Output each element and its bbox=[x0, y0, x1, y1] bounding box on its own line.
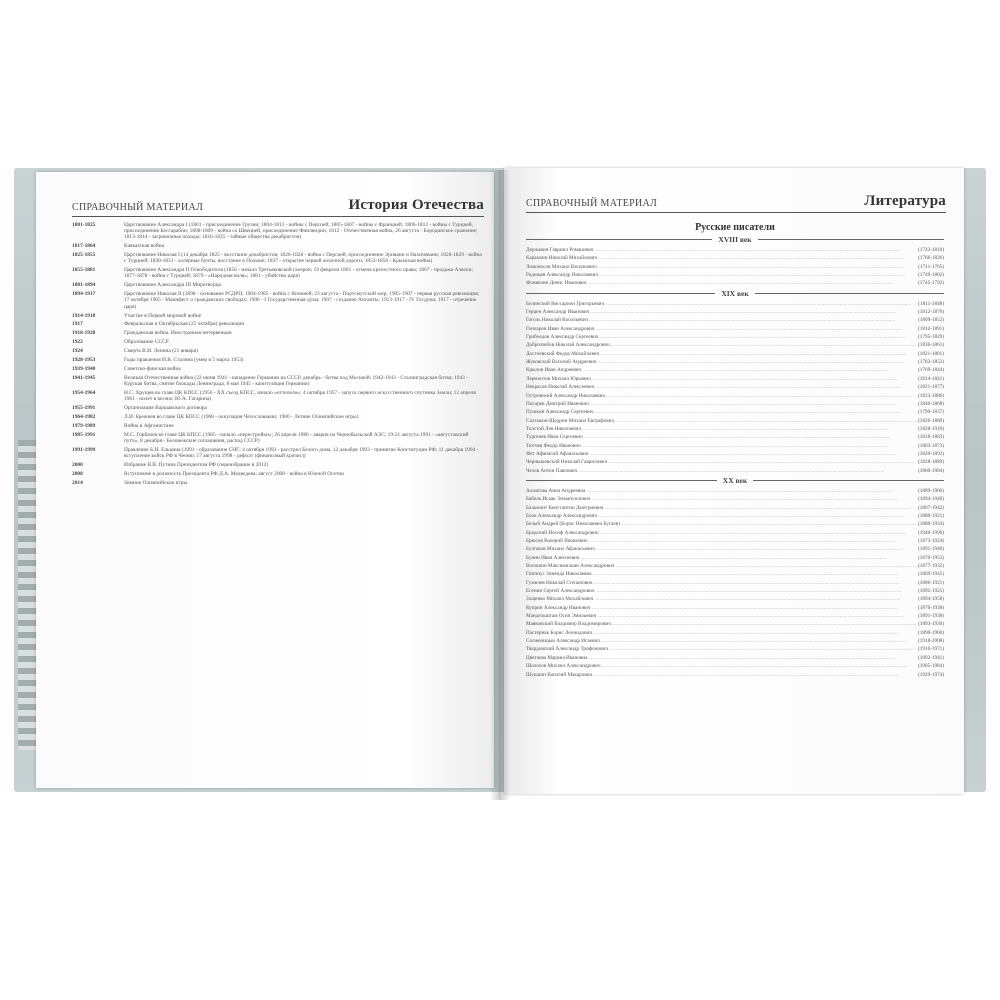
timeline-row bbox=[72, 390, 482, 402]
writer-years: (1889-1966) bbox=[918, 487, 944, 494]
writers-list bbox=[526, 222, 944, 679]
writer-name: Пушкин Александр Сергеевич bbox=[526, 409, 594, 416]
writer-years: (1892-1941) bbox=[918, 654, 944, 661]
writer-name: Ломоносов Михаил Васильевич bbox=[526, 263, 597, 270]
writer-years: (1886-1921) bbox=[918, 579, 944, 586]
timeline-text: Царствование Николая I (14 декабря 1825 - восстание декабристов; 1826-1828 - война с Персией, присоединение Эривани и Нахичевани; 1828-1829 - война с Турцией; 1830-1831 - холерные бунты, восстание в Польше; 1837 - открытие первой железной дороги; 1853-1856 - Крымская война) bbox=[124, 252, 482, 265]
writer-name: Достоевский Федор Михайлович bbox=[526, 350, 600, 357]
timeline-year: 1922 bbox=[72, 339, 83, 346]
writer-name: Волошин Максимилиан Александрович bbox=[526, 563, 615, 570]
writer-years: (1905-1984) bbox=[918, 663, 944, 670]
writer-name: Гончаров Иван Александрович bbox=[526, 325, 595, 332]
writer-years: (1749-1802) bbox=[918, 272, 944, 279]
writer-name: Гумилев Николай Степанович bbox=[526, 579, 593, 586]
writer-row bbox=[526, 433, 944, 441]
writer-row bbox=[526, 554, 944, 562]
writer-row bbox=[526, 279, 944, 287]
history-timeline bbox=[72, 222, 482, 489]
writer-years: (1745-1792) bbox=[918, 280, 944, 287]
dot-leader bbox=[593, 629, 917, 637]
dot-leader bbox=[605, 300, 917, 308]
writer-name: Пастернак Борис Леонидович bbox=[526, 629, 592, 636]
writer-name: Зощенко Михаил Михайлович bbox=[526, 596, 594, 603]
writer-years: (1870-1953) bbox=[918, 554, 944, 561]
dot-leader bbox=[602, 662, 918, 670]
timeline-year: 1924 bbox=[72, 348, 83, 355]
book-spine bbox=[490, 170, 510, 800]
left-header-label: СПРАВОЧНЫЙ МАТЕРИАЛ bbox=[72, 202, 204, 213]
writer-years: (1893-1930) bbox=[918, 621, 944, 628]
timeline-row bbox=[72, 321, 482, 327]
writer-row bbox=[526, 495, 944, 503]
writer-name: Цветаева Марина Ивановна bbox=[526, 654, 588, 661]
writer-years: (1711-1765) bbox=[918, 263, 944, 270]
dot-leader bbox=[595, 325, 917, 333]
writer-row bbox=[526, 417, 944, 425]
dot-leader bbox=[596, 545, 917, 553]
writer-row bbox=[526, 645, 944, 653]
right-page-title: Литература bbox=[864, 193, 946, 209]
dot-leader bbox=[598, 263, 918, 271]
writer-name: Есенин Сергей Александрович bbox=[526, 588, 595, 595]
writer-name: Фет Афанасий Афанасьевич bbox=[526, 450, 589, 457]
writer-row bbox=[526, 458, 944, 466]
century-label: XVIII век bbox=[718, 235, 752, 244]
dot-leader bbox=[606, 392, 917, 400]
writer-row bbox=[526, 529, 944, 537]
timeline-row bbox=[72, 348, 482, 354]
writer-row bbox=[526, 308, 944, 316]
timeline-year: 1964-1982 bbox=[72, 413, 96, 420]
writer-name: Писарев Дмитрий Иванович bbox=[526, 400, 589, 407]
writer-row bbox=[526, 333, 944, 341]
timeline-text: Гражданская война. Иностранная интервенция bbox=[124, 330, 232, 337]
timeline-text: Царствование Александра III Миротворца bbox=[124, 282, 221, 289]
writer-name: Крылов Иван Андреевич bbox=[526, 367, 582, 374]
dot-leader bbox=[587, 279, 917, 287]
dot-leader bbox=[595, 587, 917, 595]
writer-years: (1766-1826) bbox=[918, 255, 944, 262]
writer-name: Белинский Виссарион Григорьевич bbox=[526, 300, 605, 307]
writer-years: (1823-1886) bbox=[918, 392, 944, 399]
writer-name: Добролюбов Николай Александрович bbox=[526, 342, 610, 349]
timeline-text: М.С. Горбачев во главе ЦК КПСС (1985 - начало «перестройки»; 26 апреля 1986 - авария на Чернобыльской АЭС; 19-21 августа 1991 - «августовский путч», 8 декабря - Беловежские соглашения, распад СССР) bbox=[124, 431, 469, 444]
dot-leader bbox=[594, 579, 918, 587]
dot-leader bbox=[615, 562, 917, 570]
dot-leader bbox=[590, 450, 918, 458]
writer-name: Шолохов Михаил Александрович bbox=[526, 663, 601, 670]
writer-years: (1769-1844) bbox=[918, 367, 944, 374]
dot-leader bbox=[599, 333, 917, 341]
writer-row bbox=[526, 671, 944, 679]
dot-leader bbox=[589, 537, 917, 545]
writer-row bbox=[526, 604, 944, 612]
writer-years: (1877-1932) bbox=[918, 563, 944, 570]
timeline-year: 1894-1917 bbox=[72, 291, 96, 298]
timeline-row bbox=[72, 447, 482, 459]
timeline-row bbox=[72, 282, 482, 288]
writer-name: Брюсов Валерий Яковлевич bbox=[526, 538, 588, 544]
writer-name: Белый Андрей (Борис Николаевич Бугаев) bbox=[526, 521, 620, 528]
dot-leader bbox=[615, 417, 917, 425]
writer-name: Гиппиус Зинаида Николаевна bbox=[526, 571, 592, 578]
writer-row bbox=[526, 375, 944, 383]
timeline-row bbox=[72, 462, 482, 468]
writer-name: Толстой Лев Николаевич bbox=[526, 425, 581, 432]
dot-leader bbox=[594, 246, 917, 254]
timeline-text: Образование СССР bbox=[124, 339, 169, 346]
dot-leader bbox=[594, 595, 917, 603]
timeline-text: Вступление в должность Президента РФ Д.А. Медведева; август 2008 - война в Южной Осетии bbox=[124, 470, 345, 477]
dot-leader bbox=[597, 612, 917, 620]
writer-name: Куприн Александр Иванович bbox=[526, 604, 591, 611]
dot-leader bbox=[601, 637, 917, 645]
writer-name: Тютчев Федор Иванович bbox=[526, 442, 581, 449]
timeline-row bbox=[72, 291, 482, 310]
dot-leader bbox=[582, 366, 917, 374]
timeline-row bbox=[72, 243, 482, 249]
writer-row bbox=[526, 300, 944, 308]
writer-name: Бродский Иосиф Александрович bbox=[526, 529, 599, 536]
writer-years: (1891-1938) bbox=[918, 613, 944, 620]
dot-leader bbox=[595, 408, 917, 416]
timeline-text: Организация Варшавского договора bbox=[124, 404, 207, 411]
writer-years: (1828-1910) bbox=[918, 425, 944, 432]
centuries bbox=[526, 235, 944, 679]
timeline-text: Годы правления И.В. Сталина (умер в 5 марта 1953) bbox=[124, 357, 244, 364]
writer-name: Фонвизин Денис Иванович bbox=[526, 280, 587, 287]
dot-leader bbox=[590, 400, 917, 408]
writer-name: Маяковский Владимир Владимирович bbox=[526, 621, 611, 628]
right-page bbox=[504, 168, 964, 794]
writer-row bbox=[526, 350, 944, 358]
timeline-text: Война в Афганистане bbox=[124, 422, 174, 429]
timeline-text: Л.И. Брежнев во главе ЦК КПСС (1968 - оккупация Чехословакии; 1980 - Летние Олимпийские игры) bbox=[124, 413, 359, 420]
dot-leader bbox=[582, 442, 917, 450]
writer-row bbox=[526, 425, 944, 433]
writer-name: Гоголь Николай Васильевич bbox=[526, 317, 589, 324]
writer-name: Блок Александр Александрович bbox=[526, 512, 598, 519]
writer-name: Булгаков Михаил Афанасьевич bbox=[526, 546, 595, 553]
timeline-year: 1928-1953 bbox=[72, 357, 96, 364]
dot-leader bbox=[589, 316, 917, 324]
writer-years: (1821-1881) bbox=[918, 350, 944, 357]
writer-row bbox=[526, 341, 944, 349]
century-heading bbox=[526, 235, 944, 244]
writer-name: Салтыков-Щедрин Михаил Евграфович bbox=[526, 417, 615, 424]
writer-name: Карамзин Николай Михайлович bbox=[526, 255, 598, 262]
century-heading bbox=[526, 289, 944, 298]
timeline-text: Царствование Николая II (1898 - основание РСДРП; 1904-1905 - война с Японией; 23 августа - Портсмутский мир; 1905-1907 - первая русская революция; 17 октября 1905 - Манифест о гражданских свободах; 1906 - I Государственная дума; 1907 - создание Антанты; 1913-1917 - IV Госдума; 1917 - отречение царя) bbox=[124, 291, 480, 310]
timeline-text: Зимние Олимпийские игры bbox=[124, 479, 188, 486]
writer-years: (1812-1870) bbox=[918, 309, 944, 316]
timeline-year: 2014 bbox=[72, 479, 83, 486]
writer-name: Тургенев Иван Сергеевич bbox=[526, 434, 583, 441]
dot-leader bbox=[608, 458, 917, 466]
writer-years: (1818-1883) bbox=[918, 434, 944, 441]
divider bbox=[753, 480, 944, 481]
writer-name: Бальмонт Константин Дмитриевич bbox=[526, 504, 604, 511]
timeline-year: 1985-1991 bbox=[72, 431, 96, 438]
writer-row bbox=[526, 612, 944, 620]
century-label: XX век bbox=[722, 475, 748, 485]
timeline-year: 2008 bbox=[72, 470, 83, 477]
dot-leader bbox=[598, 512, 917, 520]
writer-row bbox=[526, 366, 944, 374]
timeline-text: Избрание В.В. Путина Президентом РФ (переизбрание в 2012) bbox=[124, 461, 269, 468]
writer-years: (1929-1974) bbox=[918, 671, 944, 678]
dot-leader bbox=[584, 433, 917, 441]
timeline-year: 1918-1920 bbox=[72, 330, 96, 337]
timeline-row bbox=[72, 252, 482, 264]
writer-row bbox=[526, 400, 944, 408]
timeline-year: 1979-1989 bbox=[72, 422, 96, 429]
timeline-text: Царствование Александра II Освободителя (1856 - начало Третьяковской галереи; 19 февраля 1861 - отмена крепостного права; 1867 - продажа Аляски; 1877-1878 - война с Турцией; 1879 - «Народная воля»; 1881 - убийство царя) bbox=[124, 267, 474, 280]
writer-row bbox=[526, 620, 944, 628]
divider bbox=[526, 239, 712, 240]
writer-name: Радищев Александр Николаевич bbox=[526, 272, 598, 279]
writer-row bbox=[526, 442, 944, 450]
timeline-year: 1914-1918 bbox=[72, 312, 96, 319]
writer-row bbox=[526, 316, 944, 324]
timeline-row bbox=[72, 423, 482, 429]
writer-years: (1809-1852) bbox=[918, 317, 944, 324]
timeline-text: Смерть В.И. Ленина (21 января) bbox=[124, 348, 198, 355]
writer-years: (1894-1940) bbox=[918, 496, 944, 503]
divider bbox=[526, 480, 717, 481]
dot-leader bbox=[598, 254, 917, 262]
writer-name: Солженицын Александр Исаевич bbox=[526, 638, 600, 645]
writer-name: Чехов Антон Павлович bbox=[526, 467, 578, 474]
writer-years: (1940-1996) bbox=[918, 529, 944, 536]
writer-row bbox=[526, 254, 944, 262]
century-label: XIX век bbox=[721, 288, 749, 298]
dot-leader bbox=[588, 654, 917, 662]
dot-leader bbox=[592, 604, 918, 612]
dot-leader bbox=[604, 504, 917, 512]
writer-years: (1814-1841) bbox=[918, 375, 944, 382]
timeline-text: Советско-финская война bbox=[124, 365, 181, 372]
dot-leader bbox=[595, 383, 917, 391]
writer-row bbox=[526, 545, 944, 553]
dot-leader bbox=[600, 529, 917, 537]
dot-leader bbox=[612, 620, 917, 628]
writer-row bbox=[526, 246, 944, 254]
writer-years: (1803-1873) bbox=[918, 442, 944, 449]
timeline-text: Н.С. Хрущев во главе ЦК КПСС (1956 - XX съезд КПСС, начало «оттепели»; 4 октября 1957 - запуск первого искусственного спутника Земли; 12 апреля 1961 - полет в космос Ю.А. Гагарина) bbox=[124, 389, 476, 403]
writer-years: (1840-1868) bbox=[918, 400, 944, 407]
writer-years: (1812-1891) bbox=[918, 325, 944, 332]
dot-leader bbox=[593, 570, 917, 578]
writer-years: (1811-1848) bbox=[918, 300, 944, 307]
century-heading bbox=[526, 476, 944, 485]
dot-leader bbox=[621, 520, 917, 528]
timeline-year: 1941-1945 bbox=[72, 374, 96, 381]
timeline-year: 1991-1999 bbox=[72, 446, 96, 453]
writer-name: Бунин Иван Алексеевич bbox=[526, 554, 580, 561]
dot-leader bbox=[580, 554, 917, 562]
timeline-text: Февральская и Октябрьская (25 октября) революции bbox=[124, 321, 245, 328]
section-title: Русские писатели bbox=[695, 222, 775, 233]
writer-row bbox=[526, 450, 944, 458]
writer-row bbox=[526, 562, 944, 570]
writer-years: (1821-1877) bbox=[918, 384, 944, 391]
writer-years: (1869-1945) bbox=[918, 571, 944, 578]
timeline-year: 1954-1964 bbox=[72, 389, 96, 396]
dot-leader bbox=[590, 308, 917, 316]
writer-row bbox=[526, 537, 944, 545]
timeline-year: 2000 bbox=[72, 461, 83, 468]
writer-years: (1867-1942) bbox=[918, 504, 944, 511]
writer-row bbox=[526, 512, 944, 520]
writer-years: (1826-1889) bbox=[918, 417, 944, 424]
writer-years: (1894-1958) bbox=[918, 596, 944, 603]
dot-leader bbox=[592, 375, 917, 383]
right-page-header bbox=[526, 188, 946, 213]
writer-row bbox=[526, 579, 944, 587]
timeline-year: 1955-1991 bbox=[72, 404, 96, 411]
dot-leader bbox=[578, 467, 917, 475]
timeline-row bbox=[72, 405, 482, 411]
writer-row bbox=[526, 487, 944, 495]
writer-years: (1820-1892) bbox=[918, 450, 944, 457]
divider bbox=[755, 293, 944, 294]
dot-leader bbox=[599, 271, 917, 279]
writer-years: (1890-1960) bbox=[918, 629, 944, 636]
writer-name: Островский Александр Николаевич bbox=[526, 392, 605, 399]
timeline-text: Участие в Первой мировой войне bbox=[124, 312, 202, 319]
writer-name: Жуковский Василий Андреевич bbox=[526, 359, 597, 366]
timeline-row bbox=[72, 375, 482, 387]
writer-years: (1910-1971) bbox=[918, 646, 944, 653]
writer-years: (1880-1921) bbox=[918, 512, 944, 519]
dot-leader bbox=[582, 425, 917, 433]
timeline-row bbox=[72, 414, 482, 420]
writer-years: (1870-1938) bbox=[918, 604, 944, 611]
writer-years: (1799-1837) bbox=[918, 409, 944, 416]
writer-years: (1895-1925) bbox=[918, 588, 944, 595]
timeline-row bbox=[72, 313, 482, 319]
dot-leader bbox=[593, 671, 917, 679]
timeline-row bbox=[72, 471, 482, 477]
writer-row bbox=[526, 358, 944, 366]
timeline-row bbox=[72, 330, 482, 336]
timeline-text: Великая Отечественная война (22 июня 1941 - нападение Германии на СССР, декабрь - битва под Москвой; 1942-1943 - Сталинградская битва; 1943 - Курская битва, снятие блокады Ленинграда, 8 мая 1945 - капитуляция Германии) bbox=[124, 374, 468, 387]
timeline-year: 1825-1855 bbox=[72, 252, 96, 259]
writer-row bbox=[526, 504, 944, 512]
timeline-text: Кавказская война bbox=[124, 243, 165, 250]
writer-row bbox=[526, 263, 944, 271]
writer-years: (1880-1934) bbox=[918, 521, 944, 528]
writer-row bbox=[526, 520, 944, 528]
right-header-label: СПРАВОЧНЫЙ МАТЕРИАЛ bbox=[526, 198, 658, 209]
left-page-header bbox=[72, 192, 484, 217]
timeline-year: 1881-1894 bbox=[72, 282, 96, 289]
timeline-text: Правление Б.Н. Ельцина (1991 - образование СНГ; 4 октября 1993 - расстрел Белого дома, 12 декабря 1993 - принятие Конституции РФ; 11 декабря 1994 - вступление войск РФ в Чечню; 17 августа 1998 - дефолт (финансовый кризис)) bbox=[124, 446, 479, 459]
writer-years: (1873-1924) bbox=[918, 538, 944, 544]
writer-row bbox=[526, 587, 944, 595]
writer-name: Герцен Александр Иванович bbox=[526, 309, 590, 316]
writer-row bbox=[526, 662, 944, 670]
writer-years: (1795-1829) bbox=[918, 334, 944, 341]
timeline-row bbox=[72, 366, 482, 372]
writer-row bbox=[526, 467, 944, 475]
dot-leader bbox=[591, 495, 917, 503]
timeline-year: 1855-1881 bbox=[72, 267, 96, 274]
writer-name: Лермонтов Михаил Юрьевич bbox=[526, 375, 591, 382]
writer-row bbox=[526, 383, 944, 391]
writer-name: Бабель Исаак Эммануилович bbox=[526, 496, 591, 503]
timeline-row bbox=[72, 267, 482, 279]
writer-name: Шукшин Василий Макарович bbox=[526, 671, 593, 678]
writer-row bbox=[526, 570, 944, 578]
dot-leader bbox=[586, 487, 917, 495]
divider bbox=[526, 293, 715, 294]
timeline-year: 1801-1825 bbox=[72, 222, 96, 228]
left-page bbox=[36, 172, 494, 788]
writer-years: (1891-1940) bbox=[918, 546, 944, 553]
timeline-year: 1917 bbox=[72, 321, 83, 328]
writer-row bbox=[526, 637, 944, 645]
writer-name: Чернышевский Николай Гаврилович bbox=[526, 459, 608, 466]
writer-years: (1860-1904) bbox=[918, 467, 944, 474]
writer-years: (1828-1889) bbox=[918, 459, 944, 466]
dot-leader bbox=[597, 358, 917, 366]
timeline-row bbox=[72, 357, 482, 363]
dot-leader bbox=[609, 645, 917, 653]
left-page-title: История Отечества bbox=[348, 197, 484, 213]
writer-row bbox=[526, 392, 944, 400]
writer-name: Твардовский Александр Трифонович bbox=[526, 646, 608, 653]
writer-row bbox=[526, 629, 944, 637]
writer-row bbox=[526, 595, 944, 603]
writer-name: Некрасов Николай Алексеевич bbox=[526, 384, 595, 391]
dot-leader bbox=[611, 341, 917, 349]
writer-row bbox=[526, 325, 944, 333]
writer-years: (1918-2008) bbox=[918, 638, 944, 645]
dot-leader bbox=[600, 350, 917, 358]
timeline-year: 1939-1940 bbox=[72, 365, 96, 372]
writer-name: Державин Гавриил Романович bbox=[526, 247, 594, 253]
writer-row bbox=[526, 271, 944, 279]
writer-years: (1743-1816) bbox=[918, 247, 944, 253]
page-edges bbox=[18, 440, 38, 750]
writer-name: Мандельштам Осип Эмильевич bbox=[526, 613, 597, 620]
writer-years: (1783-1852) bbox=[918, 359, 944, 366]
writer-name: Грибоедов Александр Сергеевич bbox=[526, 334, 599, 341]
timeline-text: Царствование Александра I (1801 - присоединение Грузии; 1804-1813 - войны с Персией; 1805-1807 - войны с Францией; 1806-1812 - войны с Турцией, присоединение Бессарабии; 1808-1809 - война со Швецией, присоединение Финляндии; 1812 - Отечественная война, 26 августа - Бородинское сражение; 1813-1814 - заграничные походы; 1816-1825 - тайные общества декабристов) bbox=[124, 222, 478, 241]
timeline-row bbox=[72, 222, 482, 241]
timeline-row bbox=[72, 480, 482, 486]
timeline-row bbox=[72, 432, 482, 444]
writer-name: Ахматова Анна Андреевна bbox=[526, 487, 586, 494]
divider bbox=[758, 239, 944, 240]
writer-row bbox=[526, 408, 944, 416]
writer-years: (1836-1861) bbox=[918, 342, 944, 349]
timeline-row bbox=[72, 339, 482, 345]
writer-row bbox=[526, 654, 944, 662]
timeline-year: 1817-1864 bbox=[72, 243, 96, 250]
